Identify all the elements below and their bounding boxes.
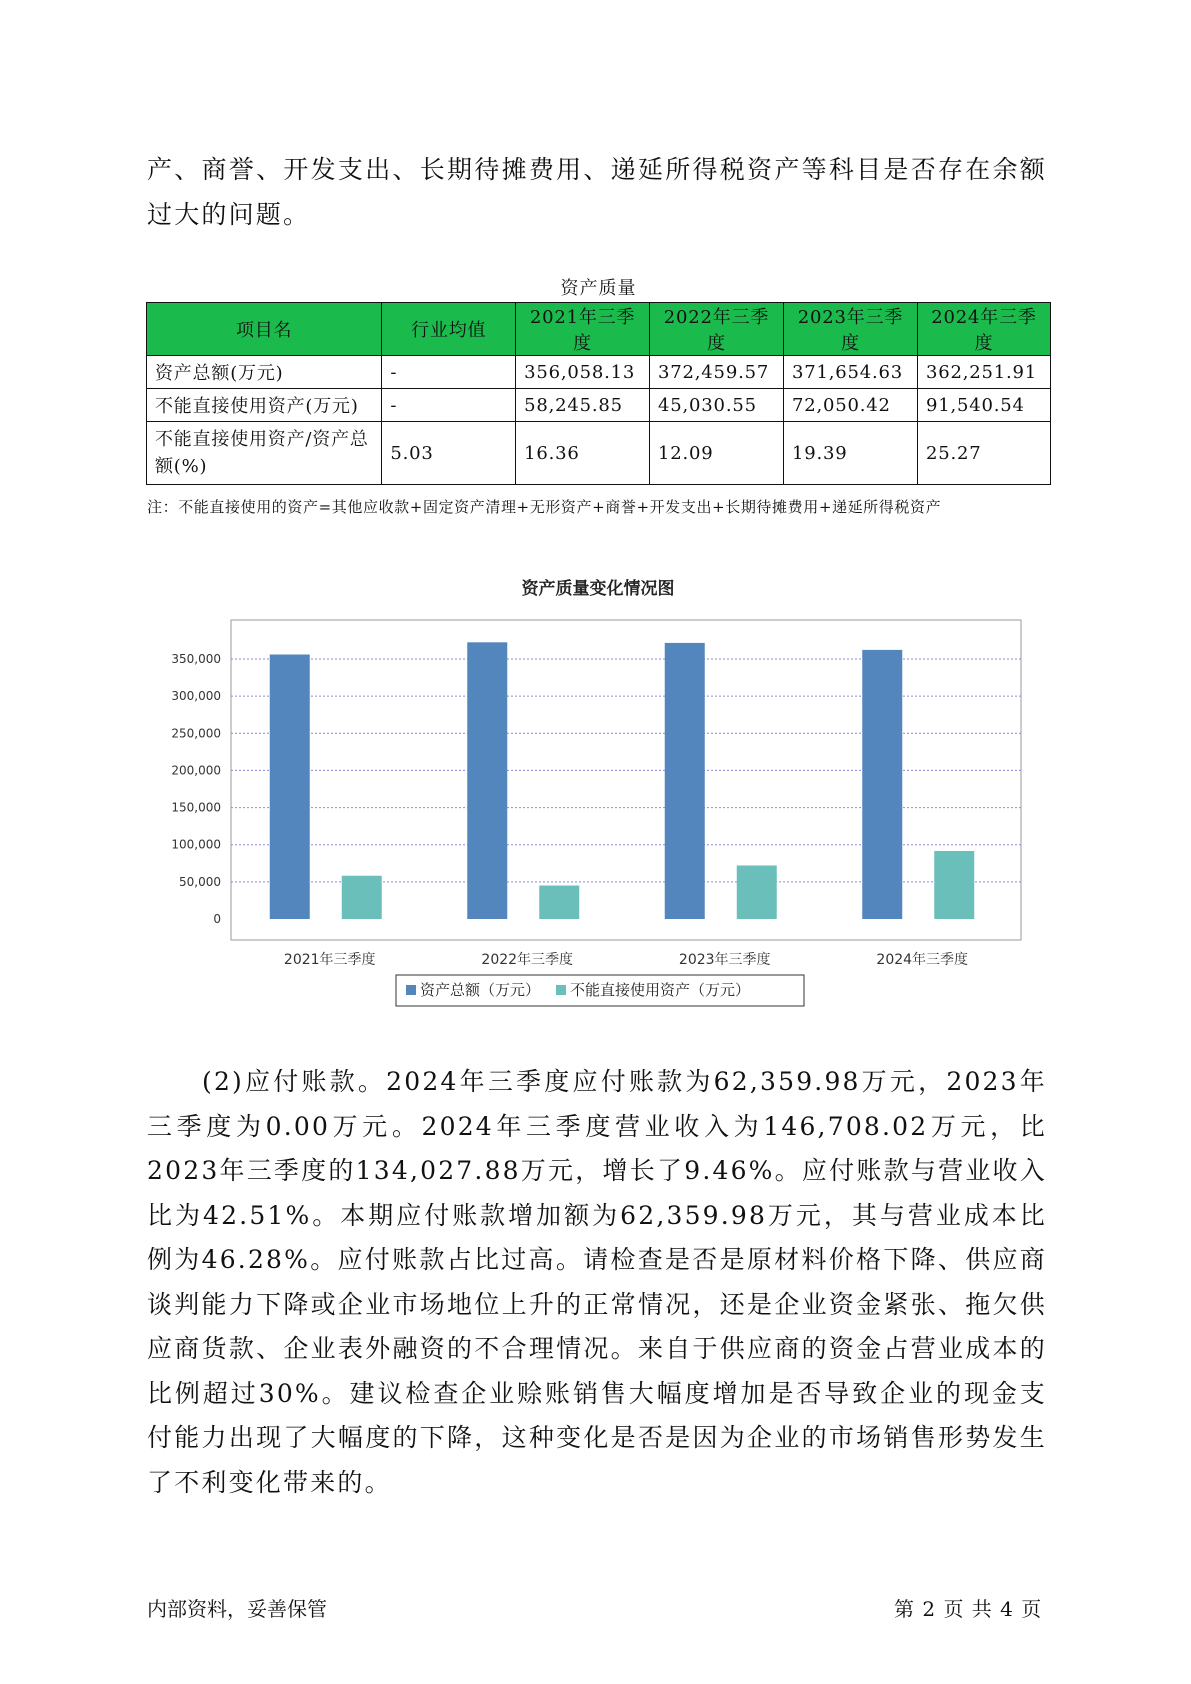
bar-total-assets xyxy=(665,643,705,919)
table-header-row xyxy=(147,303,1051,356)
legend-label-unusable-assets: 不能直接使用资产（万元） xyxy=(570,981,751,999)
row-2021: 16.36 xyxy=(516,422,650,485)
bar-unusable-assets xyxy=(934,851,974,919)
table-row xyxy=(147,389,1051,422)
header-item-name: 项目名 xyxy=(147,303,382,356)
header-2021: 2021年三季度 xyxy=(516,303,650,356)
bar-unusable-assets xyxy=(539,886,579,919)
x-tick-label: 2024年三季度 xyxy=(876,952,969,968)
bar-unusable-assets xyxy=(737,865,777,919)
x-tick-label: 2023年三季度 xyxy=(678,952,771,968)
row-avg: - xyxy=(382,356,516,389)
row-2023: 72,050.42 xyxy=(784,389,918,422)
y-tick-label: 50,000 xyxy=(179,874,221,889)
x-axis-ticks xyxy=(284,951,968,968)
y-tick-label: 300,000 xyxy=(171,689,221,704)
bar-total-assets xyxy=(862,650,902,919)
row-2022: 12.09 xyxy=(650,422,784,485)
row-2021: 356,058.13 xyxy=(516,356,650,389)
y-tick-label: 100,000 xyxy=(171,837,221,852)
chart-title: 资产质量变化情况图 xyxy=(521,579,675,599)
row-name: 不能直接使用资产(万元) xyxy=(147,389,382,422)
legend-swatch-total-assets xyxy=(406,985,416,995)
row-2024: 25.27 xyxy=(917,422,1050,485)
y-tick-label: 200,000 xyxy=(171,763,221,778)
table-row xyxy=(147,422,1051,485)
row-2022: 45,030.55 xyxy=(650,389,784,422)
asset-quality-table xyxy=(146,302,1051,485)
row-name: 不能直接使用资产/资产总额(%) xyxy=(147,422,382,485)
y-tick-label: 250,000 xyxy=(171,726,221,741)
row-avg: - xyxy=(382,389,516,422)
header-2024: 2024年三季度 xyxy=(917,303,1050,356)
bar-unusable-assets xyxy=(342,876,382,919)
header-2022: 2022年三季度 xyxy=(650,303,784,356)
bar-total-assets xyxy=(467,642,507,919)
legend-label-total-assets: 资产总额（万元） xyxy=(420,981,541,999)
table-caption: 资产质量 xyxy=(560,278,637,299)
body-paragraph: (2)应付账款。2024年三季度应付账款为62,359.98万元，2023年三季度为0.00万元。2024年三季度营业收入为146,708.02万元，比2023年三季度的134,027.88万元，增长了9.46%。应付账款与营业收入比为42.51%。本期应付账款增加额为62,359.98万元，其与营业成本比例为46.28%。应付账款占比过高。请检查是否是原材料价格下降、供应商谈判能力下降或企业市场地位上升的正常情况，还是企业资金紧张、拖欠供应商货款、企业表外融资的不合理情况。来自于供应商的资金占营业成本的比例超过30%。建议检查企业赊账销售大幅度增加是否导致企业的现金支付能力出现了大幅度的下降，这种变化是否是因为企业的市场销售形势发生了不利变化带来的。 xyxy=(147,1067,1047,1497)
row-2023: 371,654.63 xyxy=(784,356,918,389)
intro-paragraph: 产、商誉、开发支出、长期待摊费用、递延所得税资产等科目是否存在余额过大的问题。 xyxy=(147,155,1047,229)
chart-legend xyxy=(396,975,804,1006)
footer-page-number: 第 2 页 共 4 页 xyxy=(894,1597,1043,1621)
header-industry-avg: 行业均值 xyxy=(382,303,516,356)
footer-confidential: 内部资料，妥善保管 xyxy=(147,1597,327,1621)
table-note: 注：不能直接使用的资产=其他应收款+固定资产清理+无形资产+商誉+开发支出+长期待摊费用+递延所得税资产 xyxy=(147,498,942,516)
row-2024: 362,251.91 xyxy=(917,356,1050,389)
row-avg: 5.03 xyxy=(382,422,516,485)
y-tick-label: 350,000 xyxy=(171,652,221,666)
row-2023: 19.39 xyxy=(784,422,918,485)
asset-quality-chart xyxy=(147,566,1050,1026)
row-2022: 372,459.57 xyxy=(650,356,784,389)
x-tick-label: 2021年三季度 xyxy=(283,952,376,968)
y-tick-label: 0 xyxy=(213,912,221,926)
row-2021: 58,245.85 xyxy=(516,389,650,422)
y-tick-label: 150,000 xyxy=(171,800,221,815)
table-row xyxy=(147,356,1051,389)
x-tick-label: 2022年三季度 xyxy=(481,952,574,968)
legend-swatch-unusable-assets xyxy=(556,985,566,995)
row-name: 资产总额(万元) xyxy=(147,356,382,389)
y-axis-ticks xyxy=(171,652,221,926)
row-2024: 91,540.54 xyxy=(917,389,1050,422)
header-2023: 2023年三季度 xyxy=(784,303,918,356)
bar-total-assets xyxy=(270,654,310,919)
